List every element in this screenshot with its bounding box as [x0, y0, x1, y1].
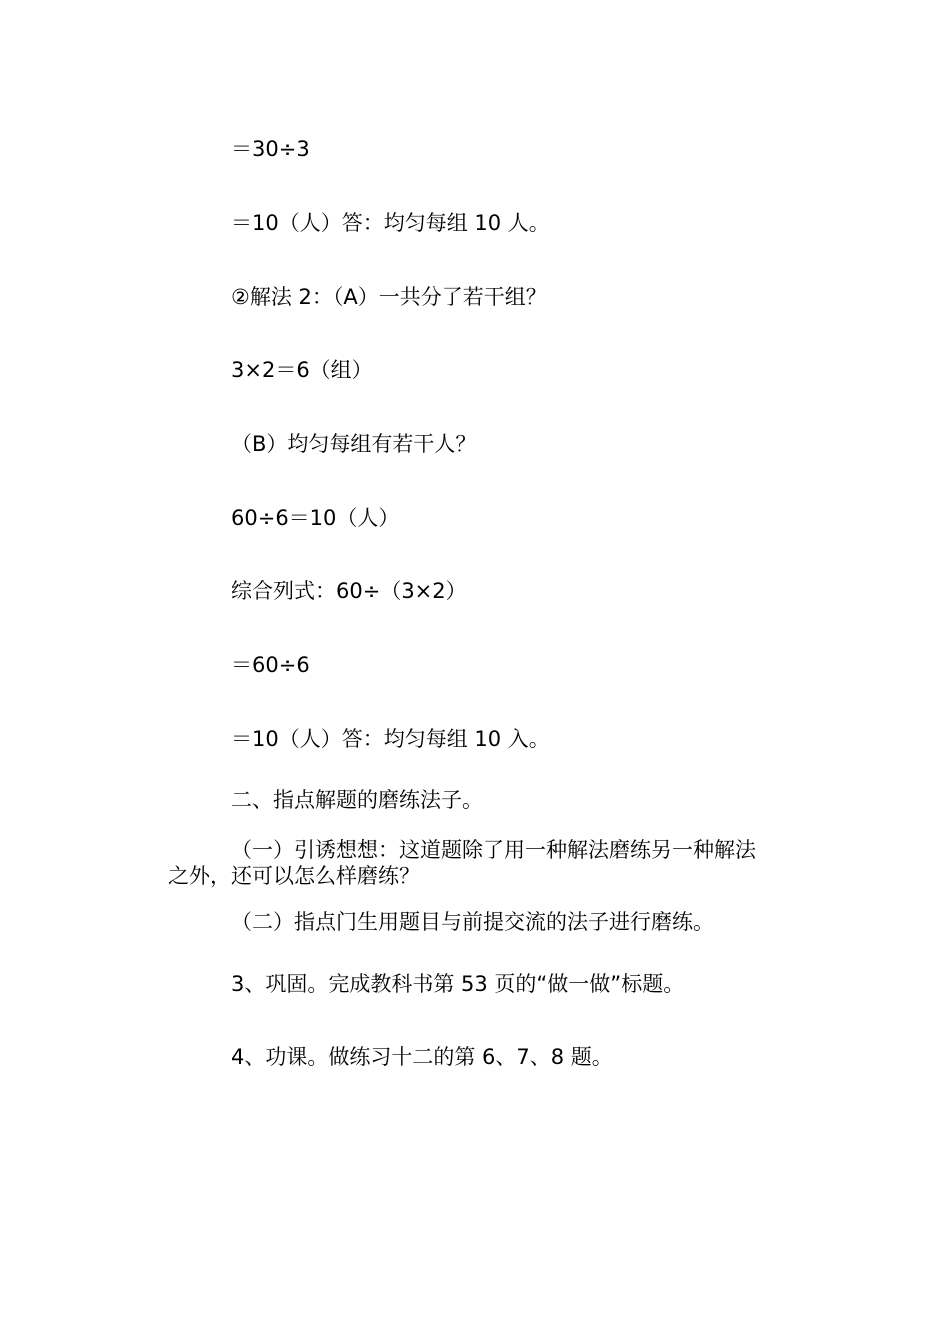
answer-line-method2: ＝10（人）答：均匀每组 10 入。 — [231, 727, 550, 751]
equation-line-60div6: 60÷6＝10（人） — [231, 506, 400, 530]
paragraph-guide-thinking-line2: 之外，还可以怎么样磨练？ — [168, 864, 420, 888]
paragraph-guide-thinking-line1: （一）引诱想想：这道题除了用一种解法磨练另一种解法 — [231, 838, 756, 862]
answer-line-method1: ＝10（人）答：均匀每组 10 人。 — [231, 211, 550, 235]
item-consolidate: 3、巩固。完成教科书第 53 页的“做一做”标题。 — [231, 972, 685, 996]
equation-line-3x2: 3×2＝6（组） — [231, 358, 373, 382]
paragraph-guide-thinking — [168, 837, 808, 889]
equation-line-30div3: ＝30÷3 — [231, 137, 310, 161]
section-heading-two: 二、指点解题的磨练法子。 — [231, 788, 483, 812]
question-line-b: （B）均匀每组有若干人？ — [231, 432, 477, 456]
equation-line-eq60div6: ＝60÷6 — [231, 653, 310, 677]
paragraph-student-exchange: （二）指点门生用题目与前提交流的法子进行磨练。 — [231, 910, 714, 934]
item-homework: 4、功课。做练习十二的第 6、7、8 题。 — [231, 1045, 613, 1069]
method2-heading: ②解法 2：（A）一共分了若干组？ — [231, 285, 547, 309]
combined-formula-line: 综合列式：60÷（3×2） — [231, 579, 467, 603]
